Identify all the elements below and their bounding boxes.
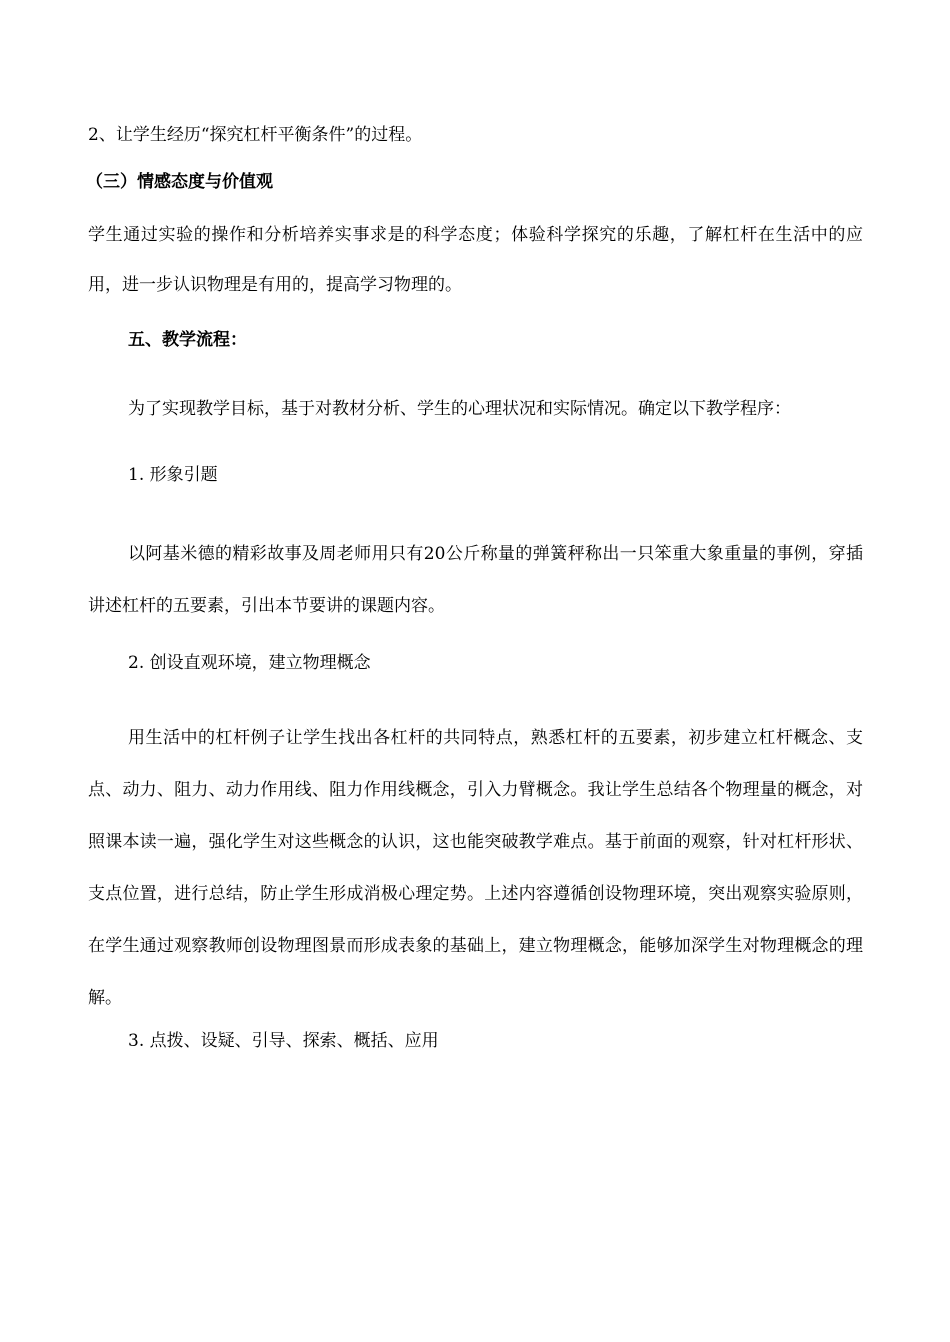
step-1-paragraph: 以阿基米德的精彩故事及周老师用只有20公斤称量的弹簧秤称出一只笨重大象重量的事例，穿插讲述杠杆的五要素，引出本节要讲的课题内容。	[88, 544, 863, 616]
teaching-flow-heading: 五、教学流程：	[128, 330, 247, 350]
step-1-title: 1. 形象引题	[128, 465, 218, 485]
step-3-title: 3. 点拨、设疑、引导、探索、概括、应用	[128, 1031, 439, 1051]
section-heading-attitude-values: （三）情感态度与价值观	[86, 172, 273, 192]
attitude-values-paragraph: 学生通过实验的操作和分析培养实事求是的科学态度；体验科学探究的乐趣，了解杠杆在生活中的应用，进一步认识物理是有用的，提高学习物理的。	[88, 225, 863, 295]
step-2-paragraph: 用生活中的杠杆例子让学生找出各杠杆的共同特点，熟悉杠杆的五要素，初步建立杠杆概念、支点、动力、阻力、动力作用线、阻力作用线概念，引入力臂概念。我让学生总结各个物理量的概念，对照课本读一遍，强化学生对这些概念的认识，这也能突破教学难点。基于前面的观察，针对杠杆形状、支点位置，进行总结，防止学生形成消极心理定势。上述内容遵循创设物理环境，突出观察实验原则，在学生通过观察教师创设物理图景而形成表象的基础上，建立物理概念，能够加深学生对物理概念的理解。	[88, 728, 863, 1008]
objective-item-2: 2、让学生经历“探究杠杆平衡条件”的过程。	[88, 125, 423, 145]
step-2-title: 2. 创设直观环境，建立物理概念	[128, 653, 371, 673]
teaching-flow-intro: 为了实现教学目标，基于对教材分析、学生的心理状况和实际情况。确定以下教学程序：	[128, 399, 791, 419]
